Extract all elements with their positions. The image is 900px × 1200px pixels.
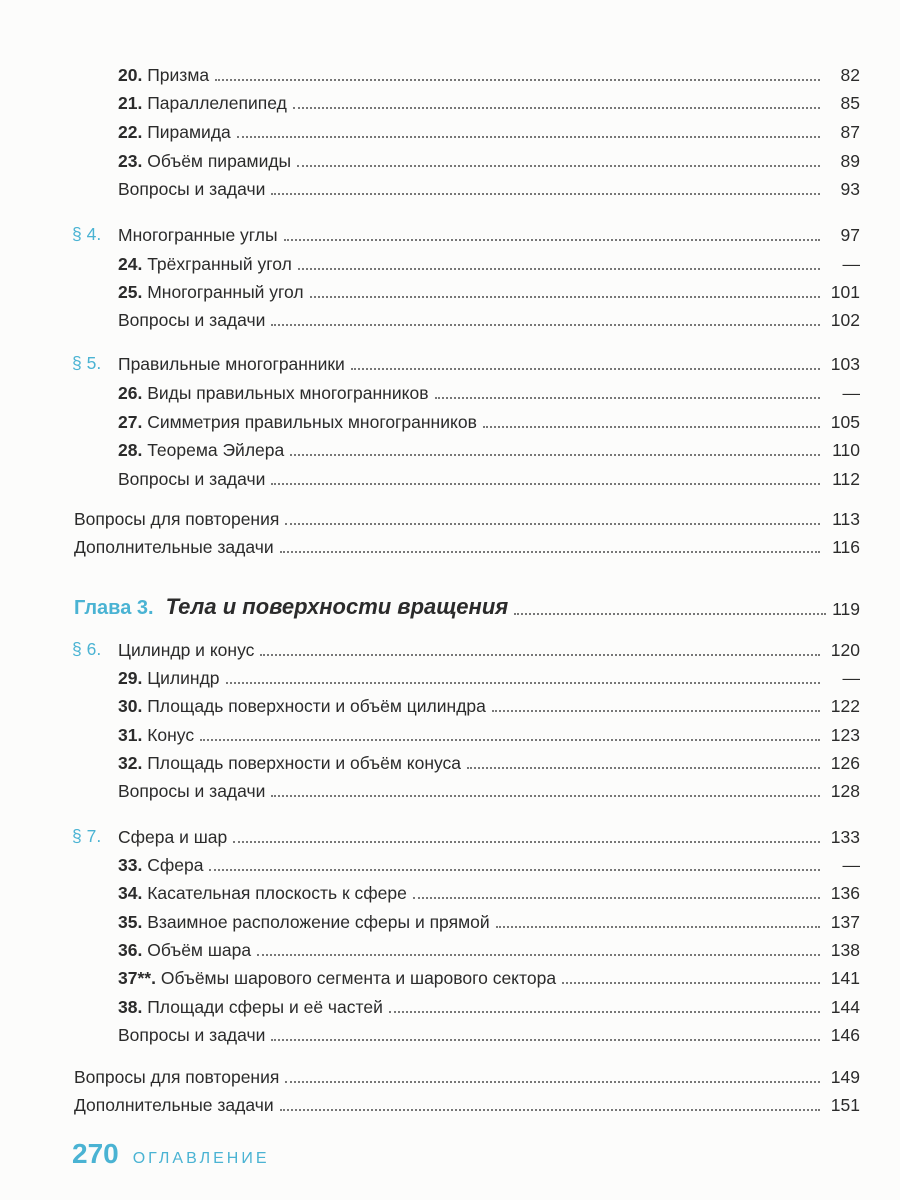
- entry-title: Вопросы для повторения: [74, 1066, 280, 1087]
- entry-title: Объём пирамиды: [147, 150, 292, 171]
- dot-leader: [285, 1080, 820, 1083]
- toc-entry[interactable]: [118, 84, 860, 112]
- entry-title: Дополнительные задачи: [74, 1094, 274, 1115]
- entry-page: 123: [830, 724, 860, 745]
- entry-label: [118, 724, 195, 745]
- entry-page: 128: [830, 780, 860, 801]
- entry-label: [118, 92, 287, 113]
- entry-page: 85: [840, 92, 860, 113]
- entry-number: 20.: [118, 64, 143, 85]
- entry-page: 151: [830, 1094, 860, 1115]
- toc-entry[interactable]: [118, 874, 860, 902]
- entry-page: 137: [830, 911, 860, 932]
- section-marker: § 4.: [72, 224, 102, 244]
- entry-label: [118, 411, 477, 432]
- entry-page: —: [842, 382, 860, 403]
- toc-entry[interactable]: [118, 687, 860, 715]
- dot-leader: [271, 192, 820, 195]
- toc-entry[interactable]: [74, 528, 860, 556]
- entry-label: [118, 667, 220, 688]
- entry-label: [74, 1094, 274, 1115]
- entry-page: 101: [830, 281, 860, 302]
- toc-entry[interactable]: [118, 846, 860, 874]
- entry-label: [118, 752, 462, 773]
- entry-page: 138: [830, 939, 860, 960]
- toc-entry[interactable]: [118, 631, 860, 659]
- entry-title: Многогранные углы: [118, 224, 278, 245]
- dot-leader: [280, 1108, 820, 1111]
- dot-leader: [562, 981, 820, 984]
- entry-page: —: [842, 854, 860, 875]
- dot-leader: [298, 267, 820, 270]
- entry-label: [118, 780, 266, 801]
- toc-entry[interactable]: [118, 903, 860, 931]
- entry-title: Виды правильных многогранников: [147, 382, 429, 403]
- entry-page: 146: [830, 1024, 860, 1045]
- entry-label: [118, 253, 292, 274]
- toc-entry[interactable]: [118, 716, 860, 744]
- entry-label: [118, 882, 407, 903]
- toc-entry[interactable]: [118, 431, 860, 459]
- entry-label: [118, 854, 204, 875]
- section-marker: § 7.: [72, 826, 102, 846]
- dot-leader: [310, 295, 820, 298]
- toc-entry[interactable]: [118, 56, 860, 84]
- entry-label: [118, 996, 383, 1017]
- toc-entry[interactable]: [118, 818, 860, 846]
- entry-page: 103: [830, 353, 860, 374]
- page-number: 270: [72, 1138, 119, 1169]
- entry-number: 24.: [118, 253, 143, 274]
- entry-label: [118, 281, 304, 302]
- entry-page: 112: [832, 468, 860, 489]
- entry-title: Площадь поверхности и объём цилиндра: [147, 695, 486, 716]
- toc-entry[interactable]: [118, 744, 860, 772]
- entry-page: 105: [830, 411, 860, 432]
- dot-leader: [389, 1010, 820, 1013]
- entry-number: 38.: [118, 996, 143, 1017]
- entry-label: [118, 939, 252, 960]
- entry-label: [118, 64, 210, 85]
- chapter-title: Тела и поверхности вращения: [165, 594, 509, 619]
- entry-label: [118, 150, 292, 171]
- dot-leader: [226, 681, 820, 684]
- entry-title: Взаимное расположение сферы и прямой: [147, 911, 490, 932]
- toc-entry[interactable]: [118, 216, 860, 244]
- dot-leader: [209, 868, 820, 871]
- dot-leader: [233, 840, 820, 843]
- dot-leader: [514, 612, 826, 615]
- dot-leader: [351, 367, 820, 370]
- dot-leader: [285, 522, 820, 525]
- dot-leader: [492, 709, 820, 712]
- dot-leader: [435, 396, 821, 399]
- dot-leader: [271, 482, 820, 485]
- entry-title: Правильные многогранники: [118, 353, 345, 374]
- toc-entry[interactable]: [118, 170, 860, 198]
- entry-title: Сфера и шар: [118, 826, 228, 847]
- entry-label: [118, 911, 490, 932]
- toc-entry[interactable]: [74, 1058, 860, 1086]
- entry-label: [118, 382, 429, 403]
- entry-title: Многогранный угол: [147, 281, 304, 302]
- toc-entry[interactable]: [118, 245, 860, 273]
- entry-label: [118, 353, 345, 374]
- entry-page: 144: [830, 996, 860, 1017]
- entry-page: 149: [830, 1066, 860, 1087]
- toc-entry[interactable]: [118, 460, 860, 488]
- entry-page: 126: [830, 752, 860, 773]
- chapter-heading: [74, 586, 860, 620]
- entry-title: Площади сферы и её частей: [147, 996, 383, 1017]
- toc-entry[interactable]: [118, 988, 860, 1016]
- entry-page: 141: [830, 967, 860, 988]
- entry-page: 116: [832, 536, 860, 557]
- dot-leader: [496, 925, 820, 928]
- toc-entry[interactable]: [74, 1086, 860, 1114]
- entry-label: [118, 224, 278, 245]
- entry-title: Касательная плоскость к сфере: [147, 882, 407, 903]
- entry-label: [118, 639, 255, 660]
- dot-leader: [483, 425, 820, 428]
- entry-page: —: [842, 253, 860, 274]
- entry-title: Вопросы и задачи: [118, 1024, 266, 1045]
- entry-page: 110: [832, 439, 860, 460]
- entry-title: Объём шара: [147, 939, 252, 960]
- entry-number: 35.: [118, 911, 143, 932]
- dot-leader: [280, 550, 820, 553]
- toc-entry[interactable]: [118, 273, 860, 301]
- entry-label: [118, 178, 266, 199]
- entry-number: 37**.: [118, 967, 156, 988]
- entry-title: Объёмы шарового сегмента и шарового сектора: [160, 967, 557, 988]
- dot-leader: [260, 653, 820, 656]
- dot-leader: [290, 453, 820, 456]
- entry-page: 97: [840, 224, 860, 245]
- entry-number: 33.: [118, 854, 143, 875]
- entry-number: 32.: [118, 752, 143, 773]
- entry-page: 89: [840, 150, 860, 171]
- entry-number: 21.: [118, 92, 143, 113]
- entry-label: [118, 826, 228, 847]
- entry-label: [118, 695, 486, 716]
- entry-title: Вопросы и задачи: [118, 780, 266, 801]
- entry-number: 30.: [118, 695, 143, 716]
- dot-leader: [413, 896, 820, 899]
- entry-title: Вопросы и задачи: [118, 178, 266, 199]
- entry-number: 25.: [118, 281, 143, 302]
- entry-label: [118, 121, 231, 142]
- entry-label: [118, 468, 266, 489]
- toc-entry[interactable]: [118, 374, 860, 402]
- dot-leader: [284, 238, 820, 241]
- entry-page: 133: [830, 826, 860, 847]
- toc-entry[interactable]: [118, 772, 860, 800]
- entry-title: Призма: [147, 64, 210, 85]
- entry-title: Вопросы и задачи: [118, 468, 266, 489]
- entry-label: [74, 536, 274, 557]
- entry-title: Цилиндр: [147, 667, 220, 688]
- toc-entry[interactable]: [118, 142, 860, 170]
- entry-title: Сфера: [147, 854, 204, 875]
- entry-title: Пирамида: [147, 121, 231, 142]
- entry-label: [118, 967, 557, 988]
- entry-number: 27.: [118, 411, 143, 432]
- dot-leader: [271, 1038, 820, 1041]
- entry-number: 29.: [118, 667, 143, 688]
- dot-leader: [293, 106, 820, 109]
- entry-page: 93: [840, 178, 860, 199]
- page-footer: [72, 1138, 270, 1170]
- entry-label: [74, 1066, 280, 1087]
- entry-number: 22.: [118, 121, 143, 142]
- toc-entry[interactable]: [118, 301, 860, 329]
- entry-title: Дополнительные задачи: [74, 536, 274, 557]
- entry-number: 31.: [118, 724, 143, 745]
- dot-leader: [297, 164, 820, 167]
- entry-title: Симметрия правильных многогранников: [147, 411, 477, 432]
- chapter-page: 119: [832, 599, 860, 619]
- entry-label: [118, 1024, 266, 1045]
- dot-leader: [200, 738, 820, 741]
- dot-leader: [237, 135, 820, 138]
- toc-entry[interactable]: [118, 403, 860, 431]
- toc-entry[interactable]: [118, 931, 860, 959]
- dot-leader: [257, 953, 820, 956]
- entry-title: Параллелепипед: [147, 92, 287, 113]
- entry-page: —: [842, 667, 860, 688]
- entry-page: 82: [840, 64, 860, 85]
- entry-page: 113: [832, 508, 860, 529]
- chapter-label: Глава 3.: [74, 597, 154, 619]
- entry-number: 34.: [118, 882, 143, 903]
- entry-title: Конус: [147, 724, 195, 745]
- toc-entry[interactable]: [118, 1016, 860, 1044]
- entry-page: 102: [830, 309, 860, 330]
- entry-page: 136: [830, 882, 860, 903]
- entry-number: 28.: [118, 439, 143, 460]
- toc-entry[interactable]: [74, 500, 860, 528]
- entry-label: [74, 508, 280, 529]
- entry-title: Вопросы для повторения: [74, 508, 280, 529]
- entry-title: Цилиндр и конус: [118, 639, 255, 660]
- entry-title: Площадь поверхности и объём конуса: [147, 752, 462, 773]
- running-title: ОГЛАВЛЕНИЕ: [132, 1150, 270, 1167]
- entry-number: 23.: [118, 150, 143, 171]
- entry-page: 120: [830, 639, 860, 660]
- dot-leader: [271, 794, 820, 797]
- entry-label: [118, 309, 266, 330]
- toc-entry[interactable]: [118, 113, 860, 141]
- entry-title: Теорема Эйлера: [147, 439, 285, 460]
- toc-entry[interactable]: [118, 959, 860, 987]
- entry-title: Вопросы и задачи: [118, 309, 266, 330]
- entry-title: Трёхгранный угол: [147, 253, 292, 274]
- entry-page: 87: [840, 121, 860, 142]
- entry-label: [118, 439, 285, 460]
- entry-number: 26.: [118, 382, 143, 403]
- dot-leader: [467, 766, 820, 769]
- section-marker: § 5.: [72, 353, 102, 373]
- toc-entry[interactable]: [118, 345, 860, 373]
- dot-leader: [271, 323, 820, 326]
- dot-leader: [215, 78, 820, 81]
- toc-entry[interactable]: [118, 659, 860, 687]
- section-marker: § 6.: [72, 639, 102, 659]
- entry-number: 36.: [118, 939, 143, 960]
- entry-page: 122: [830, 695, 860, 716]
